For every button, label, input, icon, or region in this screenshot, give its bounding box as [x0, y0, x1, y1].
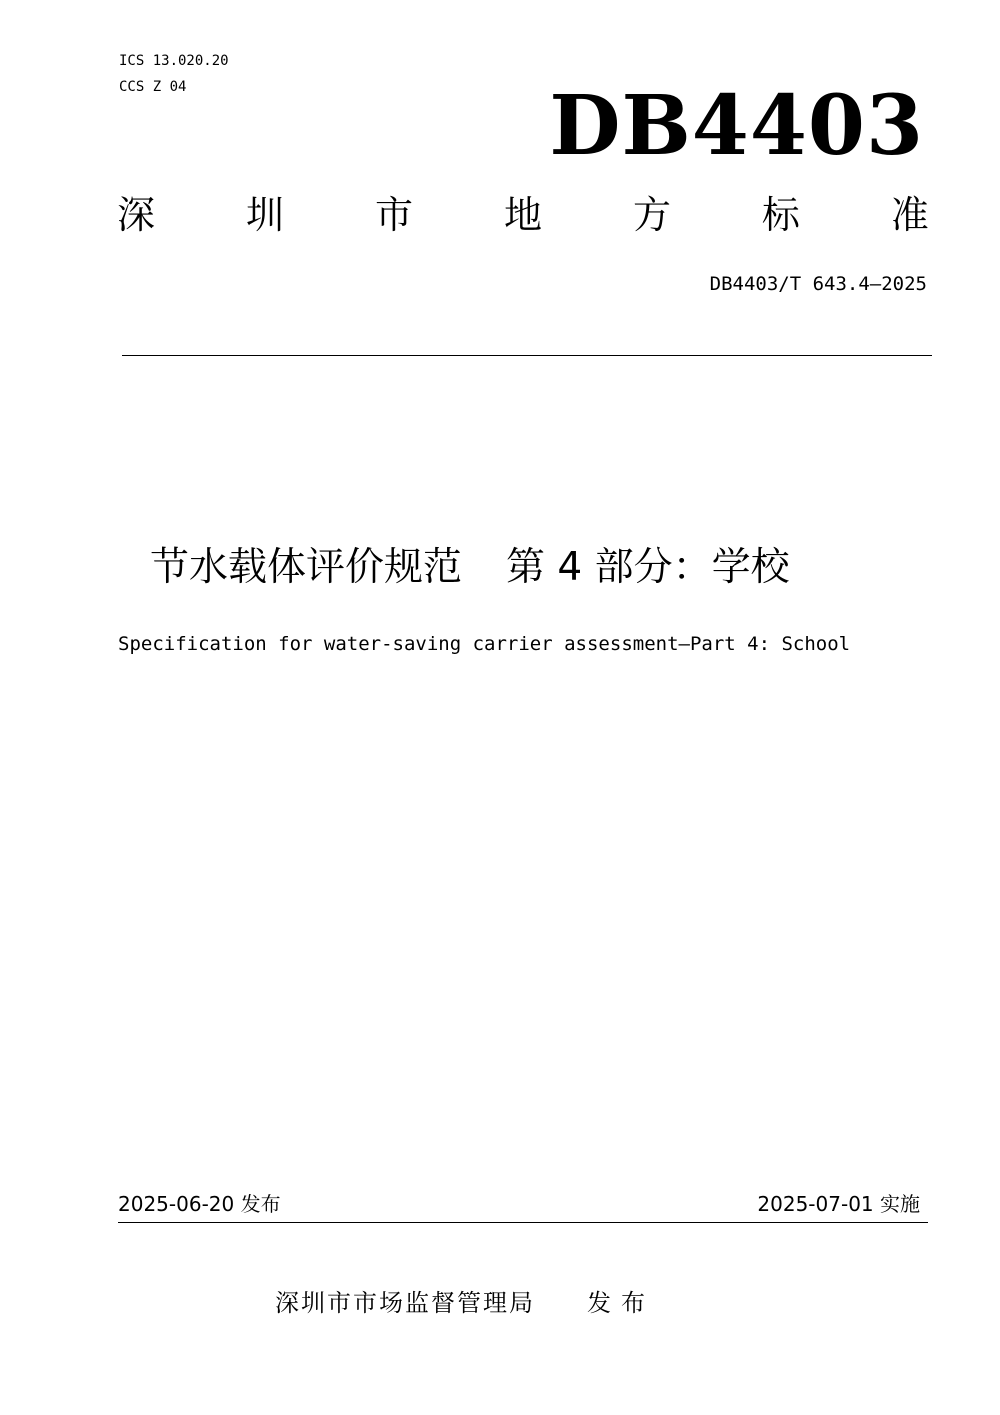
standard-type-char: 地	[503, 193, 542, 237]
header-divider	[122, 355, 932, 356]
standard-number: DB4403/T 643.4—2025	[709, 273, 927, 295]
standard-type-heading	[117, 190, 929, 240]
publisher-line	[275, 1286, 655, 1320]
issue-date: 2025-06-20 发布	[118, 1192, 281, 1216]
ics-code: ICS 13.020.20	[119, 53, 229, 69]
english-title: Specification for water-saving carrier assessment—Part 4: School	[118, 633, 851, 655]
footer-divider	[118, 1222, 928, 1223]
chinese-title-part: 第 4 部分：学校	[506, 545, 790, 590]
standard-logo: DB4403	[549, 78, 924, 174]
implementation-date: 2025-07-01 实施	[757, 1192, 920, 1216]
ccs-code: CCS Z 04	[119, 79, 187, 95]
chinese-title-main: 节水载体评价规范	[150, 545, 463, 590]
standard-type-char: 深	[117, 193, 156, 237]
standard-type-char: 圳	[245, 193, 284, 237]
standard-type-char: 市	[374, 193, 413, 237]
standard-type-char: 方	[632, 193, 671, 237]
standard-type-char: 标	[761, 193, 800, 237]
publish-word: 发布	[587, 1289, 655, 1317]
chinese-title	[150, 540, 790, 596]
standard-type-char: 准	[890, 193, 929, 237]
publisher-name: 深圳市市场监督管理局	[275, 1289, 535, 1317]
